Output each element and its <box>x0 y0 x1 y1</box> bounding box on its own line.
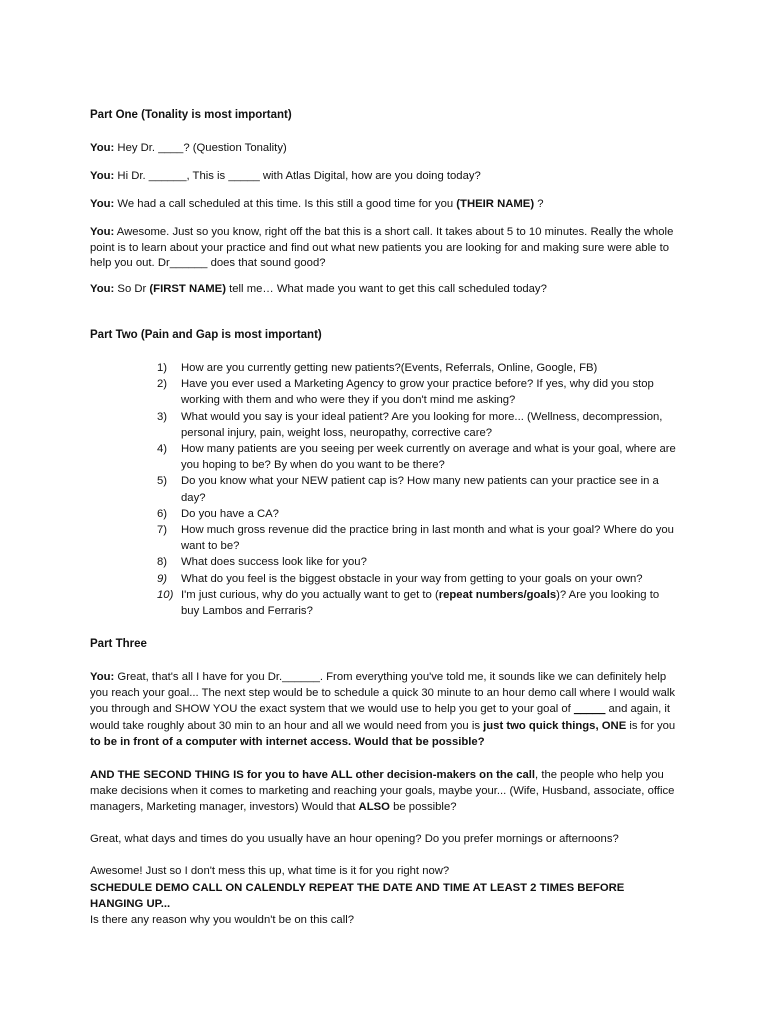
item-text: Do you know what your NEW patient cap is? How many new patients can your practice see in a day? <box>181 475 659 504</box>
list-item <box>157 441 677 473</box>
speaker-label: You: <box>90 226 115 238</box>
part-three-instruction: SCHEDULE DEMO CALL ON CALENDLY REPEAT THE DATE AND TIME AT LEAST 2 TIMES BEFORE HANGING UP... <box>90 882 625 911</box>
item-text: )? Are you looking to buy Lambos and Ferraris? <box>181 588 660 618</box>
list-item <box>157 554 677 570</box>
part-one-line-5 <box>90 282 680 298</box>
line-text: ? <box>534 198 544 210</box>
item-text: What would you say is your ideal patient? Are you looking for more... (Wellness, decompression, personal injury, pain, weight loss, neuropathy, corrective care? <box>181 410 663 439</box>
line-text: Hey Dr. ____? (Question Tonality) <box>114 142 287 154</box>
list-item <box>157 409 677 441</box>
line-text: , the people who help you make decisions when it comes to marketing and reaching your goals, maybe your... (Wife, Husband, associate, office managers, Marketing manager, investors) Would that <box>90 769 675 814</box>
list-item <box>157 587 677 619</box>
item-text: Have you ever used a Marketing Agency to grow your practice before? If yes, why did you stop working with them and who were they if you don't mind me asking? <box>181 378 654 407</box>
speaker-label: You: <box>90 198 115 210</box>
part-three-line-6: Is there any reason why you wouldn't be on this call? <box>90 914 355 926</box>
line-text: We had a call scheduled at this time. Is this still a good time for you <box>114 198 457 210</box>
line-text: and again, it would take roughly about 30 min to an hour and all we would need from you is <box>90 703 671 732</box>
line-text: Great, that's all I have for you Dr.______. From everything you've told me, it sounds like we can definitely help you reach your goal... The next step would be to schedule a quick 30 minute to an hour demo call where I would walk you through and SHOW YOU the exact system that we would use to help you get to your goal of <box>90 671 676 716</box>
list-item <box>157 376 677 408</box>
line-bold-text: just two quick things, ONE <box>483 719 627 732</box>
part-three-line-4: Awesome! Just so I don't mess this up, what time is it for you right now? <box>90 865 450 877</box>
part-two-heading: Part Two (Pain and Gap is most important) <box>90 329 322 341</box>
item-number: 3) <box>157 410 168 423</box>
item-number: 10) <box>157 588 174 601</box>
item-number: 2) <box>157 378 168 391</box>
speaker-label: You: <box>90 142 115 154</box>
goal-blank: _____ <box>573 703 606 716</box>
part-three-heading: Part Three <box>90 638 147 650</box>
item-text: How are you currently getting new patients?(Events, Referrals, Online, Google, FB) <box>181 362 598 374</box>
item-text: What do you feel is the biggest obstacle in your way from getting to your goals on your own? <box>181 572 643 585</box>
item-number: 7) <box>157 524 168 537</box>
placeholder-bold: (THEIR NAME) <box>456 198 535 210</box>
line-text: Awesome. Just so you know, right off the bat this is a short call. It takes about 5 to 10 minutes. Really the whole point is to learn about your practice and find out what new patients you are looking for and making sure were able to help you out. Dr______ does that sound good? <box>90 226 674 269</box>
question-list <box>157 360 677 619</box>
list-item <box>157 360 677 376</box>
part-one-line-1 <box>90 141 680 157</box>
line-text: Hi Dr. ______, This is _____ with Atlas Digital, how are you doing today? <box>114 170 481 182</box>
item-text: Do you have a CA? <box>181 507 279 520</box>
part-three-line-1 <box>90 669 680 750</box>
part-one-line-2 <box>90 169 680 185</box>
list-item <box>157 506 677 522</box>
speaker-label: You: <box>90 283 115 295</box>
line-text: be possible? <box>389 801 457 814</box>
line-bold-text: AND THE SECOND THING IS for you to have ALL other decision-makers on the call <box>90 769 536 781</box>
line-bold-text: to be in front of a computer with internet access. Would that be possible? <box>90 735 485 748</box>
line-text: tell me… What made you want to get this call scheduled today? <box>225 283 547 295</box>
part-one-line-3 <box>90 197 680 213</box>
speaker-label: You: <box>90 170 115 182</box>
line-text: is for you <box>626 719 676 732</box>
item-number: 8) <box>157 556 168 569</box>
part-one-heading: Part One (Tonality is most important) <box>90 109 292 121</box>
item-number: 6) <box>157 507 168 520</box>
item-text: How many patients are you seeing per week currently on average and what is your goal, where are you hoping to be? By when do you want to be there? <box>181 443 676 472</box>
part-three-line-3: Great, what days and times do you usually have an hour opening? Do you prefer mornings or afternoons? <box>90 833 619 845</box>
item-text: How much gross revenue did the practice bring in last month and what is your goal? Where do you want to be? <box>181 524 674 553</box>
line-text: So Dr <box>114 283 150 295</box>
item-number: 5) <box>157 475 168 488</box>
item-bold-text: repeat numbers/goals <box>438 588 557 601</box>
list-item <box>157 522 677 554</box>
list-item <box>157 571 677 587</box>
item-number: 4) <box>157 443 168 456</box>
item-number: 9) <box>157 572 168 585</box>
item-text: What does success look like for you? <box>181 556 367 569</box>
item-number: 1) <box>157 362 168 374</box>
line-bold-text: ALSO <box>358 801 390 814</box>
part-one-line-4 <box>90 225 680 272</box>
placeholder-bold: (FIRST NAME) <box>149 283 226 295</box>
part-three-line-2 <box>90 767 680 816</box>
speaker-label: You: <box>90 671 115 683</box>
item-text: I'm just curious, why do you actually want to get to ( <box>181 588 439 601</box>
list-item <box>157 473 677 505</box>
